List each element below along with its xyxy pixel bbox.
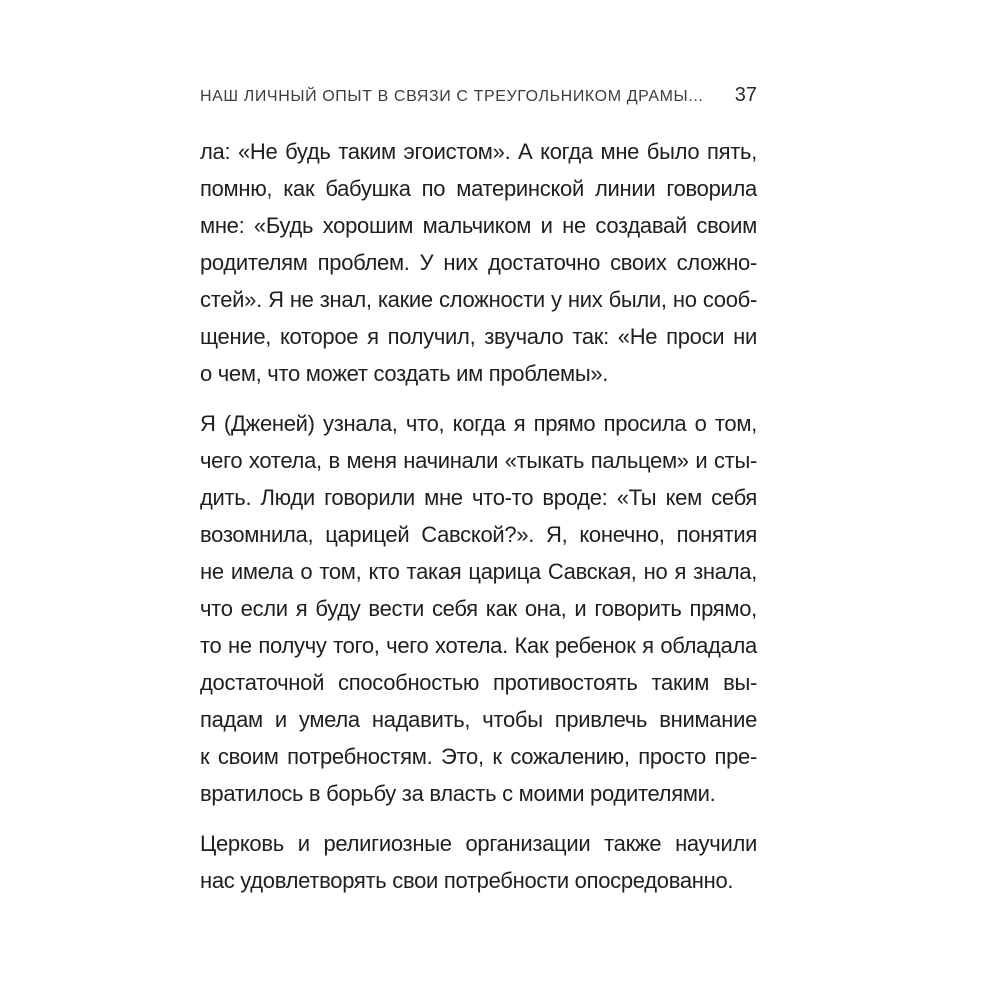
text-line: вратилось в борьбу за власть с моими родителями. (200, 781, 716, 806)
text-line: родителям проблем. У них достаточно своих сложно- (200, 250, 757, 275)
text-line: достаточной способностью противостоять таким вы- (200, 670, 757, 695)
text-line: помню, как бабушка по материнской линии говорила (200, 176, 757, 201)
text-line: о чем, что может создать им проблемы». (200, 361, 609, 386)
text-line: щение, которое я получил, звучало так: «Не проси ни (200, 324, 757, 349)
text-line: чего хотела, в меня начинали «тыкать пальцем» и сты- (200, 448, 757, 473)
text-line: возомнила, царицей Савской?». Я, конечно, понятия (200, 522, 757, 547)
page-body (200, 133, 757, 899)
text-line: нас удовлетворять свои потребности опосредованно. (200, 868, 734, 893)
text-line: стей». Я не знал, какие сложности у них были, но сооб- (200, 287, 757, 312)
text-line: мне: «Будь хорошим мальчиком и не создавай своим (200, 213, 757, 238)
running-header (200, 84, 757, 107)
text-line: что если я буду вести себя как она, и говорить прямо, (200, 596, 757, 621)
text-line: Церковь и религиозные организации также научили (200, 831, 757, 856)
text-line: ла: «Не будь таким эгоистом». А когда мне было пять, (200, 139, 757, 164)
text-line: к своим потребностям. Это, к сожалению, просто пре- (200, 744, 757, 769)
running-header-title: НАШ ЛИЧНЫЙ ОПЫТ В СВЯЗИ С ТРЕУГОЛЬНИКОМ ДРАМЫ... (200, 88, 704, 105)
text-line: Я (Дженей) узнала, что, когда я прямо просила о том, (200, 411, 757, 436)
text-line: дить. Люди говорили мне что-то вроде: «Ты кем себя (200, 485, 757, 510)
text-line: не имела о том, кто такая царица Савская, но я знала, (200, 559, 757, 584)
paragraph (200, 405, 757, 812)
text-line: падам и умела надавить, чтобы привлечь внимание (200, 707, 757, 732)
page-number: 37 (734, 84, 757, 106)
paragraph (200, 825, 757, 899)
paragraph (200, 133, 757, 392)
text-line: то не получу того, чего хотела. Как ребенок я обладала (200, 633, 757, 658)
